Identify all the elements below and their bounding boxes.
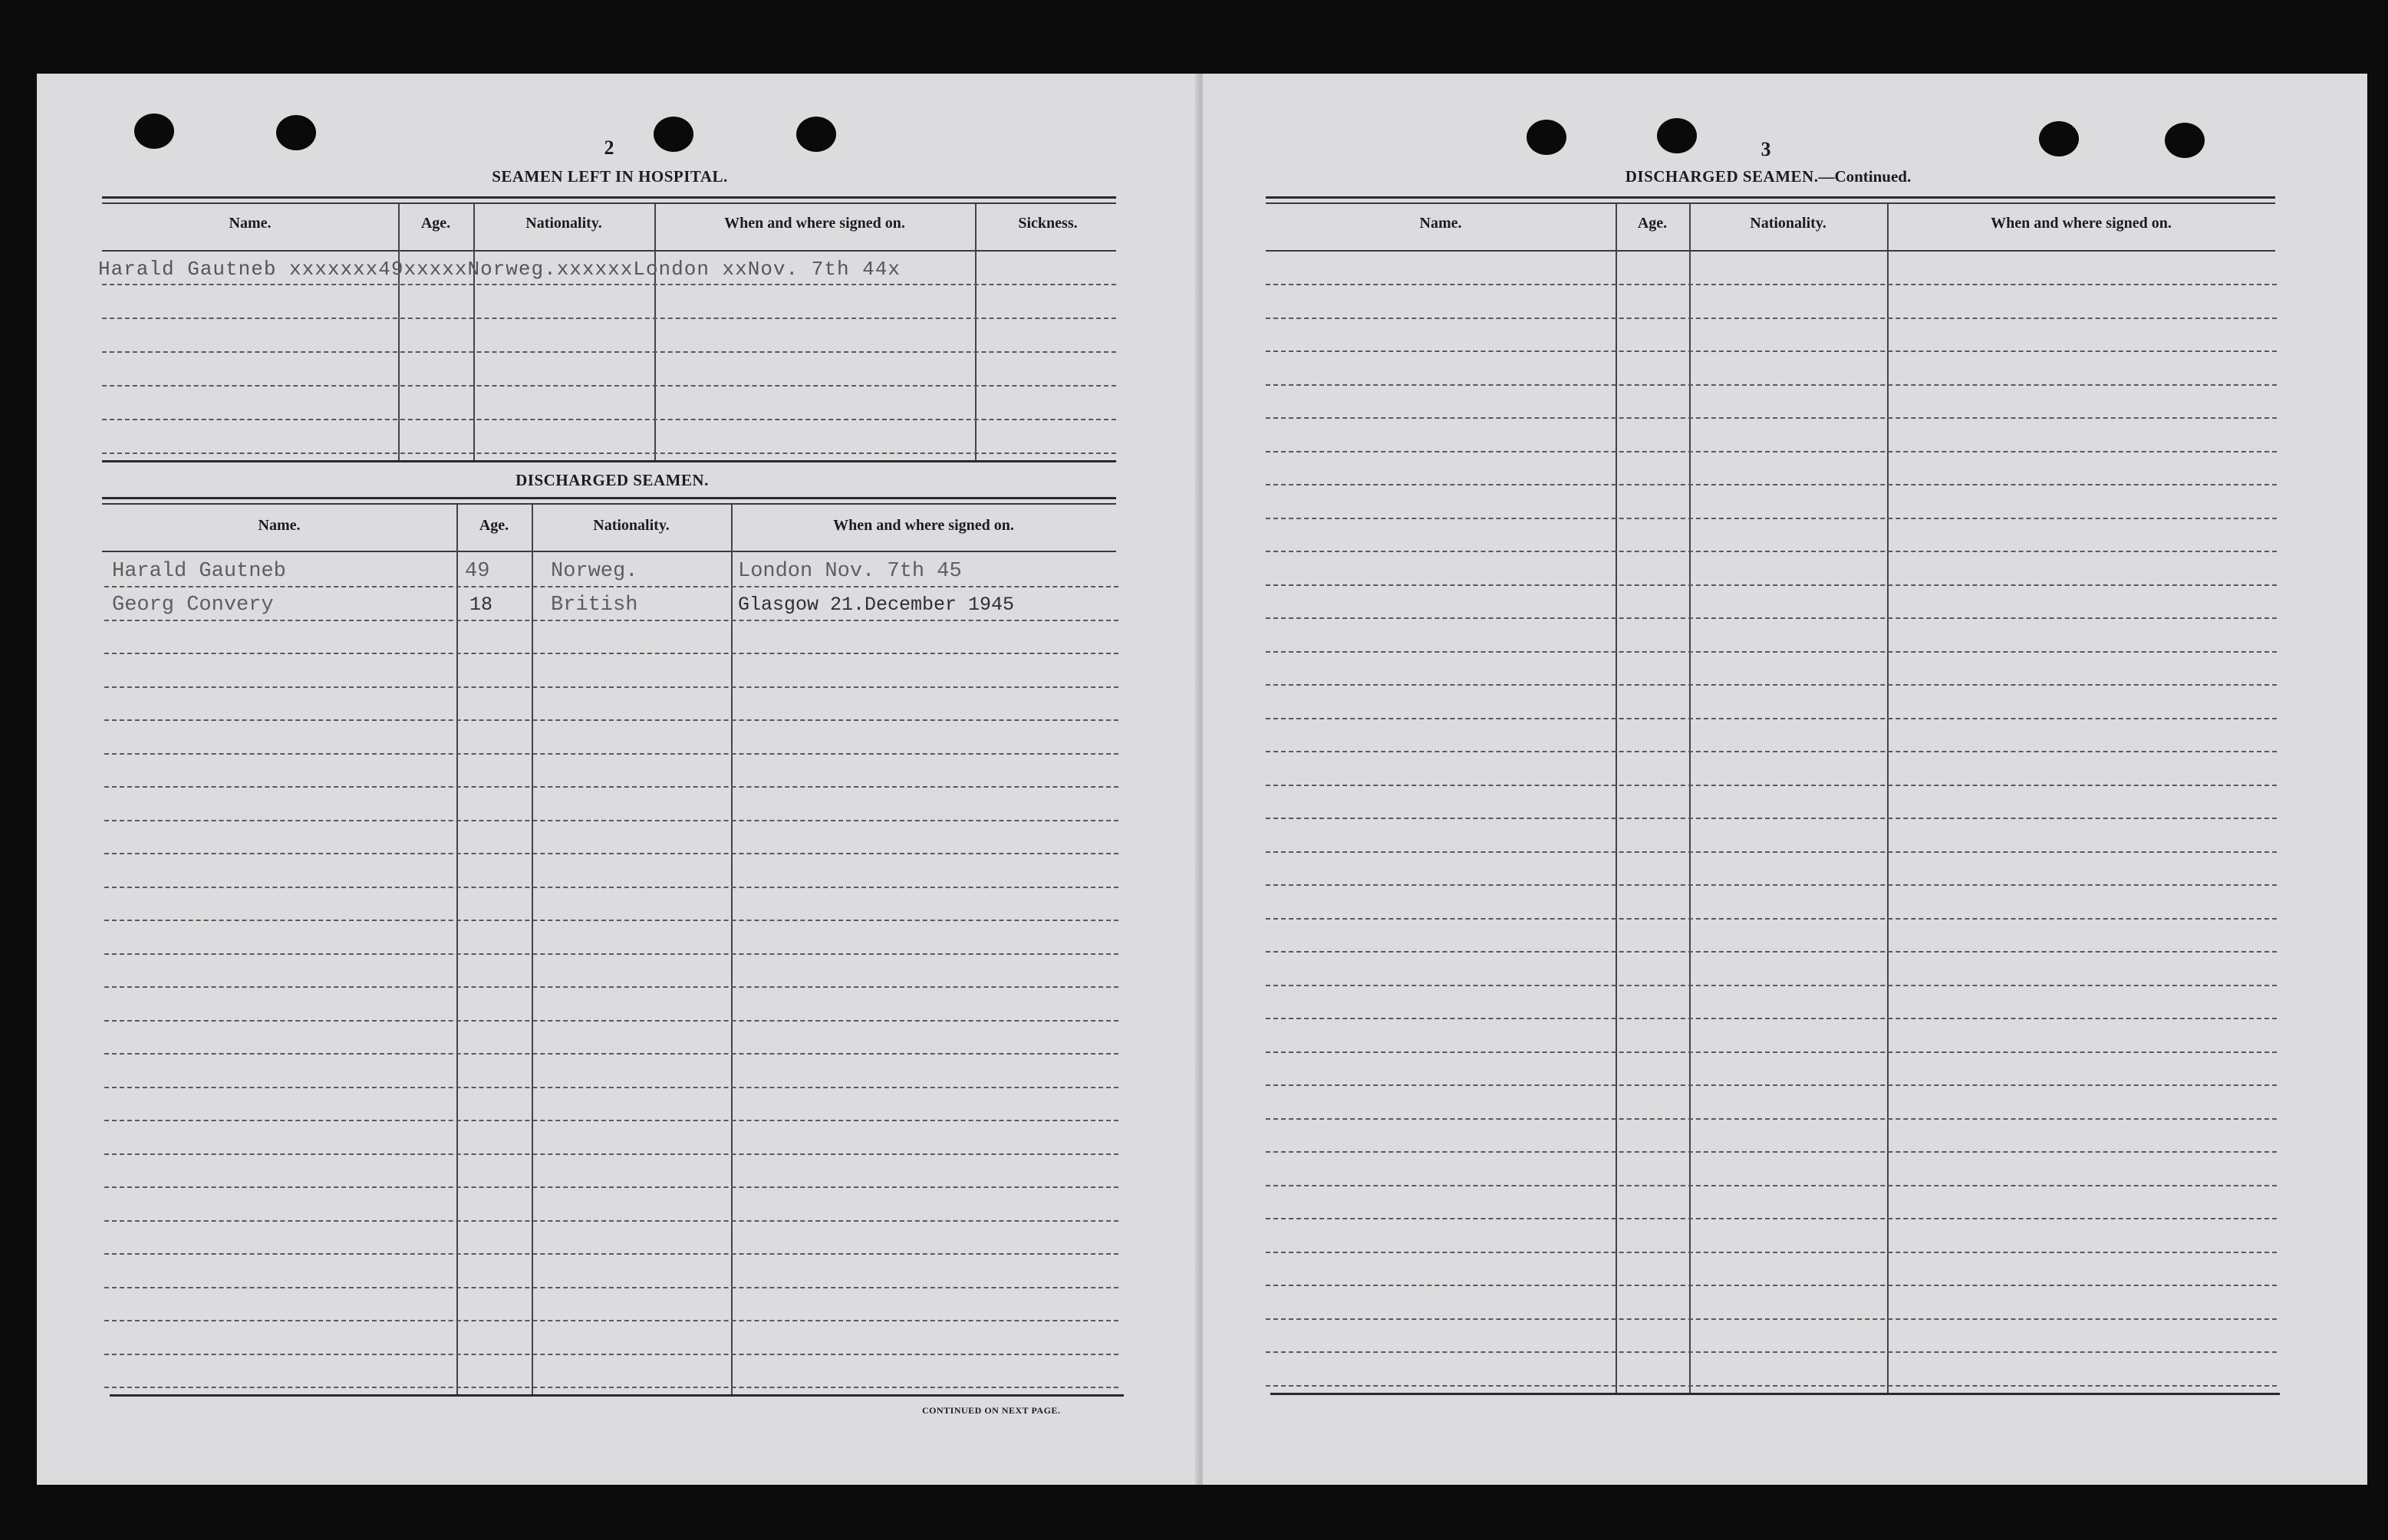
row-line xyxy=(1266,350,2277,352)
row-line xyxy=(1266,384,2277,386)
row-line xyxy=(1266,918,2277,920)
row-line xyxy=(102,351,1116,353)
rule xyxy=(102,250,1116,252)
entry-name: Georg Convery xyxy=(112,594,274,617)
entry-age: 49 xyxy=(465,560,490,583)
row-line xyxy=(1266,951,2277,953)
punch-hole xyxy=(654,117,693,152)
col-header-signed-on: When and where signed on. xyxy=(724,215,905,232)
column-divider xyxy=(398,204,400,460)
row-line xyxy=(1266,1318,2277,1320)
punch-hole xyxy=(2165,123,2205,158)
rule xyxy=(110,1394,1124,1397)
row-line xyxy=(104,1120,1118,1121)
col-header-signed-on: When and where signed on. xyxy=(1991,215,2172,232)
entry-age: 18 xyxy=(469,594,493,616)
entry-signed-on: Glasgow 21.December 1945 xyxy=(738,594,1015,616)
struck-out-entry: Harald Gautneb xxxxxxx49xxxxxNorweg.xxxxxxLondon xxNov. 7th 44x xyxy=(98,258,901,281)
row-line xyxy=(102,284,1116,285)
punch-hole xyxy=(1527,120,1566,155)
rule xyxy=(1266,196,2275,199)
row-line xyxy=(104,1053,1118,1055)
row-line xyxy=(104,1387,1118,1388)
col-header-age: Age. xyxy=(479,517,509,534)
rule xyxy=(1266,250,2275,252)
row-line xyxy=(1266,284,2277,285)
row-line xyxy=(1266,1351,2277,1353)
row-line xyxy=(1266,617,2277,619)
col-header-name: Name. xyxy=(229,215,272,232)
column-divider xyxy=(456,505,458,1394)
row-line xyxy=(104,986,1118,988)
row-line xyxy=(1266,785,2277,786)
row-line xyxy=(1266,1218,2277,1219)
row-line xyxy=(1266,417,2277,419)
col-header-name: Name. xyxy=(258,517,301,534)
row-line xyxy=(104,786,1118,788)
row-line xyxy=(104,953,1118,955)
row-line xyxy=(1266,851,2277,853)
column-divider xyxy=(1887,204,1889,1393)
rule xyxy=(102,497,1116,499)
rule xyxy=(102,551,1116,552)
row-line xyxy=(104,653,1118,654)
row-line xyxy=(102,452,1116,454)
page-number: 3 xyxy=(1761,138,1771,160)
row-line xyxy=(1266,718,2277,719)
row-line xyxy=(104,1354,1118,1355)
column-divider xyxy=(731,505,733,1394)
col-header-age: Age. xyxy=(420,215,451,232)
row-line xyxy=(102,385,1116,387)
col-header-age: Age. xyxy=(1637,215,1668,232)
entry-signed-on: London Nov. 7th 45 xyxy=(738,560,962,583)
row-line xyxy=(1266,1252,2277,1253)
rule xyxy=(1266,202,2275,204)
punch-hole xyxy=(276,115,316,150)
row-line xyxy=(1266,1151,2277,1153)
col-header-nationality: Nationality. xyxy=(1750,215,1826,232)
row-line xyxy=(104,1287,1118,1288)
rule xyxy=(1270,1393,2280,1395)
row-line xyxy=(104,887,1118,888)
column-divider xyxy=(1689,204,1691,1393)
row-line xyxy=(1266,518,2277,519)
row-line xyxy=(1266,551,2277,552)
row-line xyxy=(104,920,1118,921)
column-divider xyxy=(975,204,977,460)
rule xyxy=(102,503,1116,505)
row-line xyxy=(104,1220,1118,1222)
title-main: DISCHARGED SEAMEN. xyxy=(1625,167,1819,186)
row-line xyxy=(1266,484,2277,485)
column-divider xyxy=(654,204,656,460)
entry-nationality: British xyxy=(551,594,638,617)
row-line xyxy=(104,586,1118,587)
row-line xyxy=(1266,751,2277,752)
left-page xyxy=(37,74,1203,1485)
row-line xyxy=(1266,1051,2277,1053)
row-line xyxy=(104,1020,1118,1022)
right-page xyxy=(1203,74,2367,1485)
row-line xyxy=(1266,584,2277,586)
row-line xyxy=(102,318,1116,319)
row-line xyxy=(1266,1118,2277,1120)
row-line xyxy=(1266,1385,2277,1387)
entry-nationality: Norweg. xyxy=(551,560,638,583)
column-divider xyxy=(532,505,533,1394)
row-line xyxy=(104,719,1118,721)
row-line xyxy=(104,1320,1118,1321)
col-header-sickness: Sickness. xyxy=(1018,215,1078,232)
column-divider xyxy=(473,204,475,460)
row-line xyxy=(1266,651,2277,653)
row-line xyxy=(104,1087,1118,1088)
col-header-name: Name. xyxy=(1419,215,1462,232)
discharged-continued-title xyxy=(1580,167,1956,186)
row-line xyxy=(104,820,1118,821)
col-header-signed-on: When and where signed on. xyxy=(833,517,1014,534)
punch-hole xyxy=(134,114,174,149)
row-line xyxy=(104,686,1118,688)
row-line xyxy=(1266,1285,2277,1286)
row-line xyxy=(104,1186,1118,1188)
row-line xyxy=(104,853,1118,854)
row-line xyxy=(1266,985,2277,986)
row-line xyxy=(1266,884,2277,886)
continued-footer: CONTINUED ON NEXT PAGE. xyxy=(922,1405,1061,1416)
title-continued: —Continued. xyxy=(1818,167,1912,186)
row-line xyxy=(1266,1084,2277,1086)
row-line xyxy=(1266,818,2277,819)
page-number: 2 xyxy=(604,137,614,159)
row-line xyxy=(1266,318,2277,319)
punch-hole xyxy=(796,117,836,152)
row-line xyxy=(102,419,1116,420)
col-header-nationality: Nationality. xyxy=(593,517,670,534)
row-line xyxy=(104,620,1118,621)
rule xyxy=(102,202,1116,204)
discharged-section-title: DISCHARGED SEAMEN. xyxy=(515,471,709,489)
row-line xyxy=(1266,1185,2277,1186)
row-line xyxy=(1266,684,2277,686)
row-line xyxy=(104,1153,1118,1155)
entry-name: Harald Gautneb xyxy=(112,560,286,583)
row-line xyxy=(1266,1018,2277,1019)
col-header-nationality: Nationality. xyxy=(525,215,602,232)
punch-hole xyxy=(1657,118,1697,153)
column-divider xyxy=(1616,204,1617,1393)
rule xyxy=(102,196,1116,199)
punch-hole xyxy=(2039,121,2079,156)
rule xyxy=(102,460,1116,462)
hospital-section-title: SEAMEN LEFT IN HOSPITAL. xyxy=(492,167,728,186)
row-line xyxy=(1266,451,2277,452)
row-line xyxy=(104,753,1118,755)
row-line xyxy=(104,1253,1118,1255)
